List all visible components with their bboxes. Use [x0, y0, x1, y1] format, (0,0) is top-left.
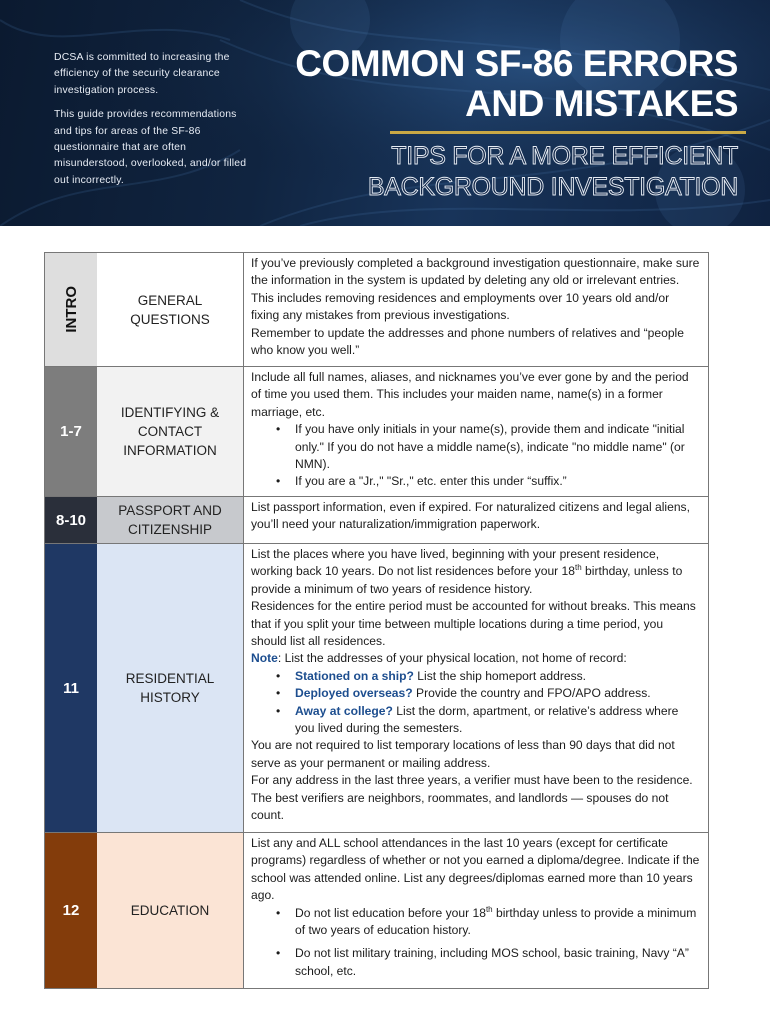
guidance-paragraph: Remember to update the addresses and phone numbers of relatives and “people who know you well.” — [251, 325, 684, 358]
title-divider — [390, 131, 746, 134]
intro-text — [54, 50, 250, 197]
guidance-paragraph: List any and ALL school attendances in the last 10 years (except for certificate programs) regardless of whether or not you earned a diploma/degree. Indicate if the school was attended online. List any degrees/diplomas earned more than 10 years ago. — [251, 836, 700, 903]
list-item — [295, 703, 700, 738]
section-name: PASSPORT AND CITIZENSHIP — [118, 503, 222, 537]
section-name: RESIDENTIAL HISTORY — [125, 671, 215, 705]
list-item — [295, 685, 700, 702]
guidance-paragraph: If you’ve previously completed a background investigation questionnaire, make sure the information in the system is updated by deleting any old or irrelevant entries. This includes removing residences and employments over 10 years old and/or fixing any mistakes from previous investigations. — [251, 256, 700, 323]
text-fragment: birthday unless to provide a minimum of two years of education history. — [295, 905, 697, 938]
section-number: 8-10 — [55, 511, 87, 529]
subtitle-line-2: BACKGROUND INVESTIGATION — [367, 173, 738, 201]
section-name: IDENTIFYING & CONTACT INFORMATION — [120, 405, 220, 458]
intro-paragraph-1: DCSA is committed to increasing the efficiency of the security clearance investigation process. — [54, 52, 230, 96]
section-number-cell — [45, 497, 98, 543]
guidance-cell — [245, 833, 708, 980]
intro-paragraph-2: This guide provides recommendations and tips for areas of the SF-86 questionnaire that are often misunderstood, overlooked, and/or filled out incorrectly. — [54, 109, 247, 186]
text-fragment: List the places where you have lived, beginning with your present residence, working back 10 years. Do not list residences before your 18 — [251, 547, 660, 579]
section-number: 12 — [62, 902, 80, 919]
guidance-cell — [245, 253, 708, 359]
bullet-label: Deployed overseas? — [295, 686, 413, 701]
table-row-11 — [44, 543, 709, 833]
guidance-paragraph: For any address in the last three years, a verifier must have been to the residence. The best verifiers are neighbors, roommates, and landlords — spouses do not count. — [251, 773, 693, 823]
ordinal-suffix: th — [575, 563, 582, 573]
page-title — [295, 44, 738, 124]
list-item — [295, 668, 700, 685]
guidance-paragraph: Include all full names, aliases, and nicknames you’ve ever gone by and the period of time you used them. This includes your maiden name, name(s) in a former marriage, etc. — [251, 370, 689, 419]
guidance-paragraph: List passport information, even if expired. For naturalized citizens and legal aliens, you’ll need your naturalization/immigration paperwork. — [251, 500, 690, 532]
guidance-bullet-list — [251, 421, 700, 491]
page-subtitle — [368, 141, 738, 203]
list-item: • If you have only initials in your name(s), provide them and indicate "initial only." If you do not have a middle name(s), indicate "no middle name" (or NMN). — [295, 421, 700, 473]
section-name-cell — [97, 253, 244, 366]
bullet-text: List the dorm, apartment, or relative’s address where you lived during the semesters. — [295, 703, 679, 736]
guidance-cell — [245, 367, 708, 491]
title-line-2: AND MISTAKES — [465, 83, 738, 124]
section-number-cell — [45, 833, 98, 988]
bullet-label: Stationed on a ship? — [295, 668, 414, 683]
bullet-text: Provide the country and FPO/APO address. — [412, 686, 651, 701]
guidance-paragraph: You are not required to list temporary locations of less than 90 days that did not serve as your permanent or mailing address. — [251, 738, 675, 770]
section-name-cell — [97, 544, 244, 832]
header-banner — [0, 0, 770, 226]
bullet-text: List the ship homeport address. — [413, 668, 587, 683]
section-number-cell — [45, 367, 98, 496]
section-name: GENERAL QUESTIONS — [130, 292, 210, 327]
guidance-cell — [245, 497, 708, 534]
list-item — [295, 905, 700, 940]
section-number: 11 — [63, 679, 79, 697]
guidance-bullet-list — [251, 905, 700, 981]
note-label: Note — [251, 651, 278, 666]
guidance-cell — [245, 544, 708, 825]
section-number-cell — [45, 544, 98, 832]
note-text: : List the addresses of your physical location, not home of record: — [277, 651, 627, 666]
note-paragraph — [251, 650, 700, 667]
section-name: EDUCATION — [130, 903, 210, 918]
list-item: • Do not list military training, including MOS school, basic training, Navy “A” school, etc. — [295, 945, 700, 980]
table-row-8-10 — [44, 496, 709, 544]
bullet-label: Away at college? — [295, 703, 393, 718]
guidance-paragraph: Residences for the entire period must be accounted for without breaks. This means that if you split your time between multiple locations during a time period, you should list all residences. — [251, 599, 696, 649]
section-number: INTRO — [62, 286, 80, 333]
ordinal-suffix: th — [485, 904, 493, 914]
text-fragment: birthday, unless to provide a minimum of two years of residence history. — [251, 564, 683, 596]
section-number-cell — [45, 253, 98, 366]
section-name-cell — [97, 367, 244, 496]
guidance-paragraph — [251, 546, 700, 598]
table-row-1-7 — [44, 366, 709, 497]
section-name-cell — [97, 497, 244, 543]
list-item: • If you are a "Jr.," "Sr.," etc. enter this under “suffix.” — [295, 473, 700, 490]
table-row-intro — [44, 252, 709, 367]
section-name-cell — [97, 833, 244, 988]
guidance-bullet-list — [251, 668, 700, 738]
text-fragment: Do not list education before your 18 — [295, 905, 486, 920]
table-row-12 — [44, 832, 709, 989]
subtitle-line-1: TIPS FOR A MORE EFFICIENT — [391, 142, 738, 170]
title-line-1: COMMON SF-86 ERRORS — [295, 43, 738, 84]
section-number: 1-7 — [60, 423, 82, 440]
